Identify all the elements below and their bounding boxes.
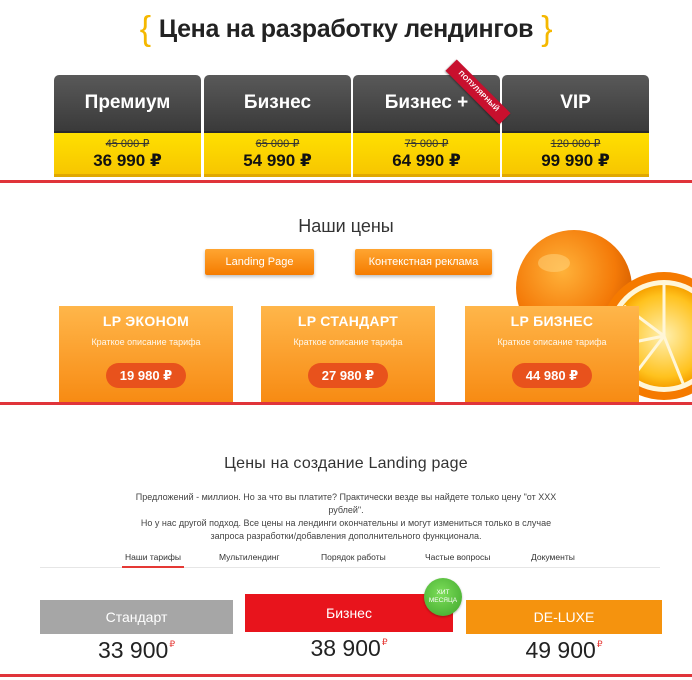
lp-card-econom[interactable] <box>59 306 233 404</box>
description-line: Но у нас другой подход. Все цены на лендинги окончательны и могут измениться только в случае <box>140 518 552 528</box>
plan-price <box>502 133 649 177</box>
plan-new-price: 54 990 ₽ <box>243 151 312 170</box>
tariff-name: DE-LUXE <box>466 600 662 634</box>
plan-price <box>54 133 201 177</box>
section-separator <box>0 674 692 677</box>
lp-card-title: LP БИЗНЕС <box>510 313 594 329</box>
brace-left: { <box>139 10 151 48</box>
plan-old-price: 75 000 ₽ <box>404 138 449 150</box>
tab-landing-page[interactable]: Landing Page <box>205 249 314 275</box>
plan-card-business[interactable] <box>204 75 351 177</box>
lp-card-price-button[interactable]: 27 980 ₽ <box>308 363 388 388</box>
plan-card-vip[interactable] <box>502 75 649 177</box>
plan-old-price: 65 000 ₽ <box>255 138 300 150</box>
plan-name: Премиум <box>54 75 201 133</box>
lp-card-desc: Краткое описание тарифа <box>293 337 403 347</box>
plan-new-price: 64 990 ₽ <box>392 151 461 170</box>
section-3-title: Цены на создание Landing page <box>224 455 468 472</box>
tariff-nav <box>40 552 660 568</box>
hit-badge-line1: ХИТ <box>436 589 450 596</box>
section-3-description <box>130 491 562 543</box>
nav-item-our-tariffs[interactable]: Наши тарифы <box>122 552 184 568</box>
plan-card-premium[interactable] <box>54 75 201 177</box>
lp-card-price-button[interactable]: 19 980 ₽ <box>106 363 186 388</box>
nav-item-faq[interactable]: Частые вопросы <box>425 552 491 562</box>
description-line: Предложений - миллион. Но за что вы платите? Практически везде вы найдете только цену "от ХХХ рублей". <box>135 492 557 515</box>
lp-card-title: LP СТАНДАРТ <box>297 313 399 329</box>
nav-item-workflow[interactable]: Порядок работы <box>321 552 386 562</box>
plan-price <box>204 133 351 177</box>
brace-right: } <box>541 10 553 48</box>
pricing-section-1 <box>0 0 692 183</box>
tariff-price-value: 49 900 <box>525 637 596 663</box>
plan-new-price: 99 990 ₽ <box>541 151 610 170</box>
plan-old-price: 45 000 ₽ <box>105 138 150 150</box>
section-1-title-text: Цена на разработку лендингов <box>158 15 534 43</box>
hit-badge-line2: МЕСЯЦА <box>428 597 458 604</box>
lp-card-desc: Краткое описание тарифа <box>91 337 201 347</box>
tariff-price <box>466 637 662 664</box>
tariff-price-value: 33 900 <box>97 637 169 663</box>
tariff-name: Стандарт <box>40 600 233 634</box>
tariff-card-standard[interactable] <box>40 600 233 662</box>
currency-sign: ₽ <box>596 639 603 649</box>
pricing-section-3 <box>0 405 692 675</box>
section-2-title: Наши цены <box>298 216 394 236</box>
pricing-section-2 <box>0 183 692 404</box>
tariff-name: Бизнес <box>245 594 453 632</box>
plan-name: Бизнес + <box>353 75 500 133</box>
plan-name: Бизнес <box>204 75 351 133</box>
tab-context-ads[interactable]: Контекстная реклама <box>355 249 492 275</box>
currency-sign: ₽ <box>381 637 388 647</box>
tariff-card-deluxe[interactable] <box>466 600 662 662</box>
tariff-price <box>245 635 453 662</box>
lp-card-title: LP ЭКОНОМ <box>102 313 190 329</box>
hit-of-month-badge <box>424 578 462 616</box>
plan-price <box>353 133 500 177</box>
popular-ribbon: ПОПУЛЯРНЫЙ <box>445 59 510 124</box>
plan-name: VIP <box>502 75 649 133</box>
section-1-title <box>0 10 692 49</box>
tariff-price <box>40 637 233 664</box>
lp-card-price-button[interactable]: 44 980 ₽ <box>512 363 592 388</box>
tariff-price-value: 38 900 <box>310 635 381 661</box>
lp-card-desc: Краткое описание тарифа <box>497 337 607 347</box>
lp-card-business[interactable] <box>465 306 639 404</box>
description-line: запроса разработки/добавления дополнительного функционала. <box>210 531 482 541</box>
lp-card-standart[interactable] <box>261 306 435 404</box>
nav-item-documents[interactable]: Документы <box>531 552 575 562</box>
nav-item-multilanding[interactable]: Мультилендинг <box>219 552 280 562</box>
currency-sign: ₽ <box>169 639 176 649</box>
plan-old-price: 120 000 ₽ <box>550 138 601 150</box>
plan-new-price: 36 990 ₽ <box>93 151 162 170</box>
tariff-card-business[interactable] <box>245 600 453 662</box>
